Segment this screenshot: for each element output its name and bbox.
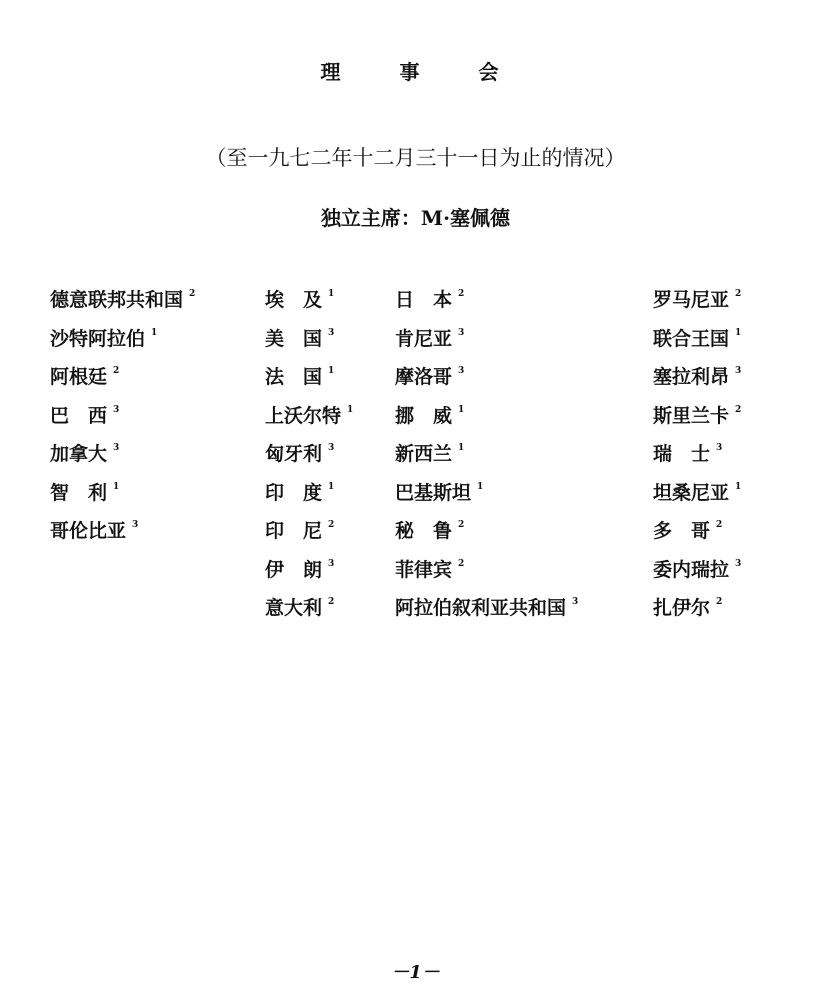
member-name: 巴基斯坦 — [395, 481, 472, 504]
term-note: 2 — [458, 558, 465, 569]
term-note: 3 — [458, 327, 465, 338]
member-item — [395, 586, 578, 625]
member-item — [653, 586, 741, 625]
member-name: 肯尼亚 — [395, 327, 453, 350]
member-item — [653, 471, 741, 510]
title-char: 理 — [320, 60, 341, 84]
term-note: 1 — [347, 404, 354, 415]
member-name: 伊 朗 — [265, 558, 323, 581]
term-note: 3 — [328, 327, 335, 338]
term-note: 3 — [113, 443, 120, 453]
member-name: 联合王国 — [653, 327, 730, 350]
member-name: 印 度 — [265, 481, 323, 504]
term-note: 2 — [113, 366, 120, 376]
title-char: 会 — [478, 60, 499, 84]
member-name: 塞拉利昂 — [653, 366, 730, 388]
date-subtitle: （至一九七二年十二月三十一日为止的情况） — [205, 146, 626, 170]
member-name: 巴 西 — [50, 404, 108, 427]
member-item — [653, 432, 741, 471]
term-note: 2 — [735, 404, 742, 415]
member-item — [50, 278, 195, 317]
term-note: 3 — [113, 404, 120, 415]
member-name: 智 利 — [50, 481, 108, 504]
term-note: 3 — [735, 558, 742, 569]
member-item — [265, 355, 353, 394]
member-column-2 — [265, 278, 353, 625]
member-item — [265, 586, 353, 625]
term-note: 1 — [151, 327, 158, 338]
member-item — [50, 355, 195, 394]
member-name: 多 哥 — [653, 520, 711, 542]
member-name: 阿拉伯叙利亚共和国 — [395, 597, 567, 619]
member-name: 上沃尔特 — [265, 404, 342, 427]
term-note: 1 — [735, 327, 742, 338]
chairman-line: 独立主席：M·塞佩德 — [320, 206, 511, 230]
term-note: 3 — [328, 443, 335, 453]
term-note: 2 — [716, 520, 723, 530]
member-item — [395, 509, 578, 548]
member-name: 哥伦比亚 — [50, 520, 127, 542]
term-note: 1 — [328, 289, 335, 299]
member-name: 阿根廷 — [50, 366, 108, 388]
term-note: 2 — [716, 597, 723, 607]
member-name: 匈牙利 — [265, 443, 323, 465]
member-item — [50, 432, 195, 471]
member-item — [395, 432, 578, 471]
member-item — [265, 548, 353, 587]
member-name: 美 国 — [265, 327, 323, 350]
term-note: 1 — [735, 481, 742, 492]
member-item — [395, 548, 578, 587]
member-item — [265, 394, 353, 433]
member-item — [50, 394, 195, 433]
term-note: 2 — [189, 289, 196, 299]
member-name: 埃 及 — [265, 289, 323, 311]
member-item — [50, 317, 195, 356]
member-name: 摩洛哥 — [395, 366, 453, 388]
member-item — [265, 432, 353, 471]
term-note: 2 — [328, 520, 335, 530]
member-column-3 — [395, 278, 578, 625]
member-name: 法 国 — [265, 366, 323, 388]
member-item — [265, 278, 353, 317]
member-item — [265, 317, 353, 356]
term-note: 1 — [328, 481, 335, 492]
page-number: －1－ — [391, 962, 440, 983]
member-name: 斯里兰卡 — [653, 404, 730, 427]
term-note: 1 — [458, 443, 465, 453]
term-note: 3 — [132, 520, 139, 530]
member-item — [653, 355, 741, 394]
member-item — [653, 548, 741, 587]
term-note: 2 — [328, 597, 335, 607]
member-item — [395, 355, 578, 394]
member-item — [653, 509, 741, 548]
member-name: 日 本 — [395, 289, 453, 311]
term-note: 3 — [572, 597, 579, 607]
member-name: 瑞 士 — [653, 443, 711, 465]
member-name: 意大利 — [265, 597, 323, 619]
term-note: 2 — [735, 289, 742, 299]
member-item — [50, 471, 195, 510]
term-note: 2 — [458, 289, 465, 299]
member-item — [265, 509, 353, 548]
term-note: 2 — [458, 520, 465, 530]
member-item — [653, 394, 741, 433]
term-note: 1 — [113, 481, 120, 492]
member-item — [50, 509, 195, 548]
member-item — [653, 278, 741, 317]
member-item — [395, 471, 578, 510]
member-name: 印 尼 — [265, 520, 323, 542]
member-item — [395, 278, 578, 317]
member-name: 新西兰 — [395, 443, 453, 465]
member-column-1 — [50, 278, 195, 548]
member-name: 德意联邦共和国 — [50, 289, 184, 311]
term-note: 1 — [477, 481, 484, 492]
page-title — [0, 56, 819, 85]
member-name: 扎伊尔 — [653, 597, 711, 619]
member-name: 挪 威 — [395, 404, 453, 427]
term-note: 1 — [328, 366, 335, 376]
member-name: 加拿大 — [50, 443, 108, 465]
member-item — [265, 471, 353, 510]
title-char: 事 — [399, 60, 420, 84]
member-name: 罗马尼亚 — [653, 289, 730, 311]
term-note: 1 — [458, 404, 465, 415]
member-item — [653, 317, 741, 356]
member-name: 菲律宾 — [395, 558, 453, 581]
member-name: 秘 鲁 — [395, 520, 453, 542]
member-name: 沙特阿拉伯 — [50, 327, 146, 350]
member-name: 坦桑尼亚 — [653, 481, 730, 504]
member-item — [395, 394, 578, 433]
term-note: 3 — [735, 366, 742, 376]
term-note: 3 — [716, 443, 723, 453]
term-note: 3 — [328, 558, 335, 569]
term-note: 3 — [458, 366, 465, 376]
member-item — [395, 317, 578, 356]
member-name: 委内瑞拉 — [653, 558, 730, 581]
member-column-4 — [653, 278, 741, 625]
